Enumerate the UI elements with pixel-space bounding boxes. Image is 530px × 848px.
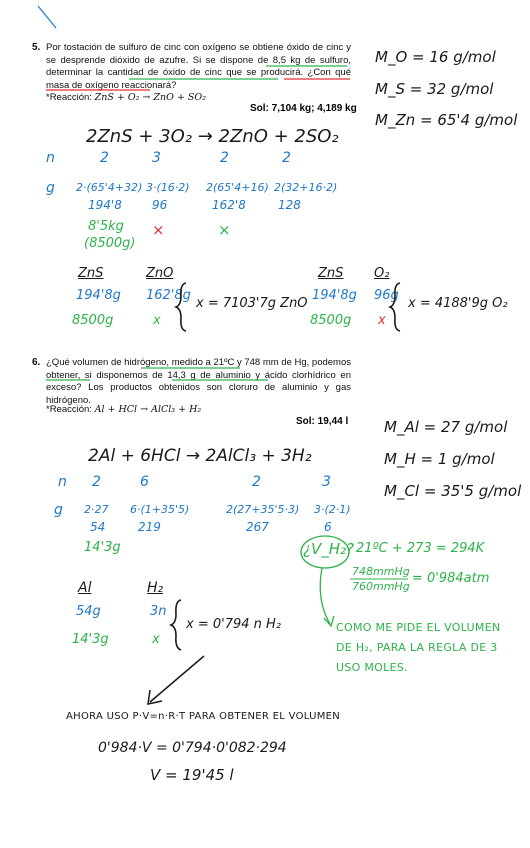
problem6-solution: Sol: 19,44 l [296, 416, 349, 427]
volume-question: ¿V_H₂? [303, 540, 354, 558]
pressure-result: = 0'984atm [412, 571, 490, 586]
row-n-label-5: n [46, 150, 55, 166]
pv-instruction: AHORA USO P·V=n·R·T PARA OBTENER EL VOLUMEN [66, 711, 341, 722]
final-volume: V = 19'45 l [150, 766, 234, 784]
rule1-header-zno: ZnO [146, 266, 174, 281]
arrow-to-pv [150, 656, 204, 702]
g-value-hcl: 219 [138, 520, 161, 534]
n-value-alcl3: 2 [252, 474, 261, 490]
row-n-label-6: n [58, 474, 67, 490]
molar-mass-al: M_Al = 27 g/mol [384, 418, 508, 436]
rule2-given-zns: 8500g [310, 313, 352, 328]
rule3-unknown: x [152, 632, 160, 647]
g-expr-zns: 2·(65'4+32) [76, 181, 143, 194]
brace-rule1 [176, 283, 186, 331]
n-value-al: 2 [92, 474, 101, 490]
g-expr-alcl3: 2(27+35'5·3) [226, 503, 300, 516]
given-mass-zns-grams: (8500g) [84, 236, 136, 251]
circle-volume-question [301, 536, 349, 568]
rule3-value-h2: 3n [150, 604, 167, 619]
problem6-reaction-formula: Al + HCl → AlCl₃ + H₂ [94, 404, 202, 415]
molar-mass-s: M_S = 32 g/mol [375, 80, 494, 98]
molar-mass-zn: M_Zn = 65'4 g/mol [375, 111, 518, 129]
rule1-value-zns: 194'8g [76, 288, 121, 303]
problem6-statement: ¿Qué volumen de hidrógeno, medido a 21ºC y 748 mm de Hg, podemos obtener, si disponemos de 14,3 g de aluminio y ácido clorhídrico en exceso? Los productos obtenidos son cloruro de aluminio y gas hidrógeno. [46, 357, 352, 406]
pv-substitution: 0'984·V = 0'794·0'082·294 [98, 740, 287, 756]
arrow-to-note [320, 568, 330, 624]
n-value-hcl: 6 [140, 474, 149, 490]
brace-rule2 [390, 283, 400, 331]
problem5-equation: 2ZnS + 3O₂ → 2ZnO + 2SO₂ [86, 126, 339, 147]
rule3-header-al: Al [78, 580, 92, 596]
g-expr-hcl: 6·(1+35'5) [130, 503, 190, 516]
rule3-given-al: 14'3g [72, 632, 109, 647]
problem6-reaction-label: *Reacción: [46, 404, 92, 415]
given-mass-al: 14'3g [84, 540, 121, 555]
rule2-value-o2: 96g [374, 288, 399, 303]
pressure-numerator: 748mmHg [352, 565, 410, 578]
molar-mass-cl: M_Cl = 35'5 g/mol [384, 482, 522, 500]
rule1-value-zno: 162'8g [146, 288, 191, 303]
pressure-denominator: 760mmHg [352, 580, 410, 593]
g-value-zno: 162'8 [212, 198, 246, 212]
g-expr-h2: 3·(2·1) [314, 503, 351, 516]
g-value-al: 54 [90, 520, 106, 534]
problem5-solution: Sol: 7,104 kg; 4,189 kg [250, 103, 357, 114]
molar-mass-h: M_H = 1 g/mol [384, 450, 495, 468]
stray-pen-mark [38, 6, 56, 28]
g-value-alcl3: 267 [246, 520, 269, 534]
rule2-result: x = 4188'9g O₂ [408, 296, 508, 311]
n-value-zns: 2 [100, 150, 109, 166]
n-value-so2: 2 [282, 150, 291, 166]
g-value-zns: 194'8 [88, 198, 122, 212]
brace-rule3 [171, 600, 181, 650]
problem6-equation: 2Al + 6HCl → 2AlCl₃ + 3H₂ [88, 446, 312, 466]
g-value-h2: 6 [324, 520, 332, 534]
g-value-o2: 96 [152, 198, 168, 212]
unknown-mark-o2: × [152, 221, 165, 239]
g-expr-o2: 3·(16·2) [146, 181, 190, 194]
rule2-header-o2: O₂ [374, 266, 390, 281]
row-g-label-5: g [46, 180, 55, 196]
moles-note: COMO ME PIDE EL VOLUMEN DE H₂, PARA LA REGLA DE 3 USO MOLES. [336, 621, 501, 674]
n-value-zno: 2 [220, 150, 229, 166]
n-value-o2: 3 [152, 150, 161, 166]
problem6-number: 6. [32, 357, 41, 368]
rule1-unknown: x [153, 313, 161, 328]
problem5-reaction-formula: ZnS + O₂ → ZnO + SO₂ [94, 92, 207, 103]
g-expr-zno: 2(65'4+16) [206, 181, 269, 194]
unknown-mark-zno: × [218, 221, 231, 239]
g-expr-so2: 2(32+16·2) [274, 181, 338, 194]
rule3-value-al: 54g [76, 604, 101, 619]
row-g-label-6: g [54, 502, 63, 518]
rule2-unknown: x [378, 313, 386, 328]
rule1-header-zns: ZnS [78, 266, 104, 281]
rule1-given-zns: 8500g [72, 313, 114, 328]
rule3-header-h2: H₂ [147, 580, 164, 596]
molar-mass-o: M_O = 16 g/mol [375, 48, 496, 66]
rule2-header-zns: ZnS [318, 266, 344, 281]
temperature-conversion: 21ºC + 273 = 294K [356, 541, 485, 556]
problem5-number: 5. [32, 42, 41, 53]
g-expr-al: 2·27 [84, 503, 109, 516]
problem5-statement: Por tostación de sulfuro de cinc con oxígeno se obtiene óxido de cinc y se desprende dióxido de azufre. Si se dispone de 8,5 kg de sulfuro, determinar la cantidad de óxido de cinc que se producirá. ¿Con qué masa de oxígeno reaccionará? [46, 42, 351, 91]
problem5-reaction-label: *Reacción: [46, 92, 92, 103]
rule1-result: x = 7103'7g ZnO [196, 296, 308, 311]
n-value-h2: 3 [322, 474, 331, 490]
rule2-value-zns: 194'8g [312, 288, 357, 303]
g-value-so2: 128 [278, 198, 301, 212]
given-mass-zns: 8'5kg [88, 219, 124, 234]
rule3-result: x = 0'794 n H₂ [186, 617, 281, 632]
